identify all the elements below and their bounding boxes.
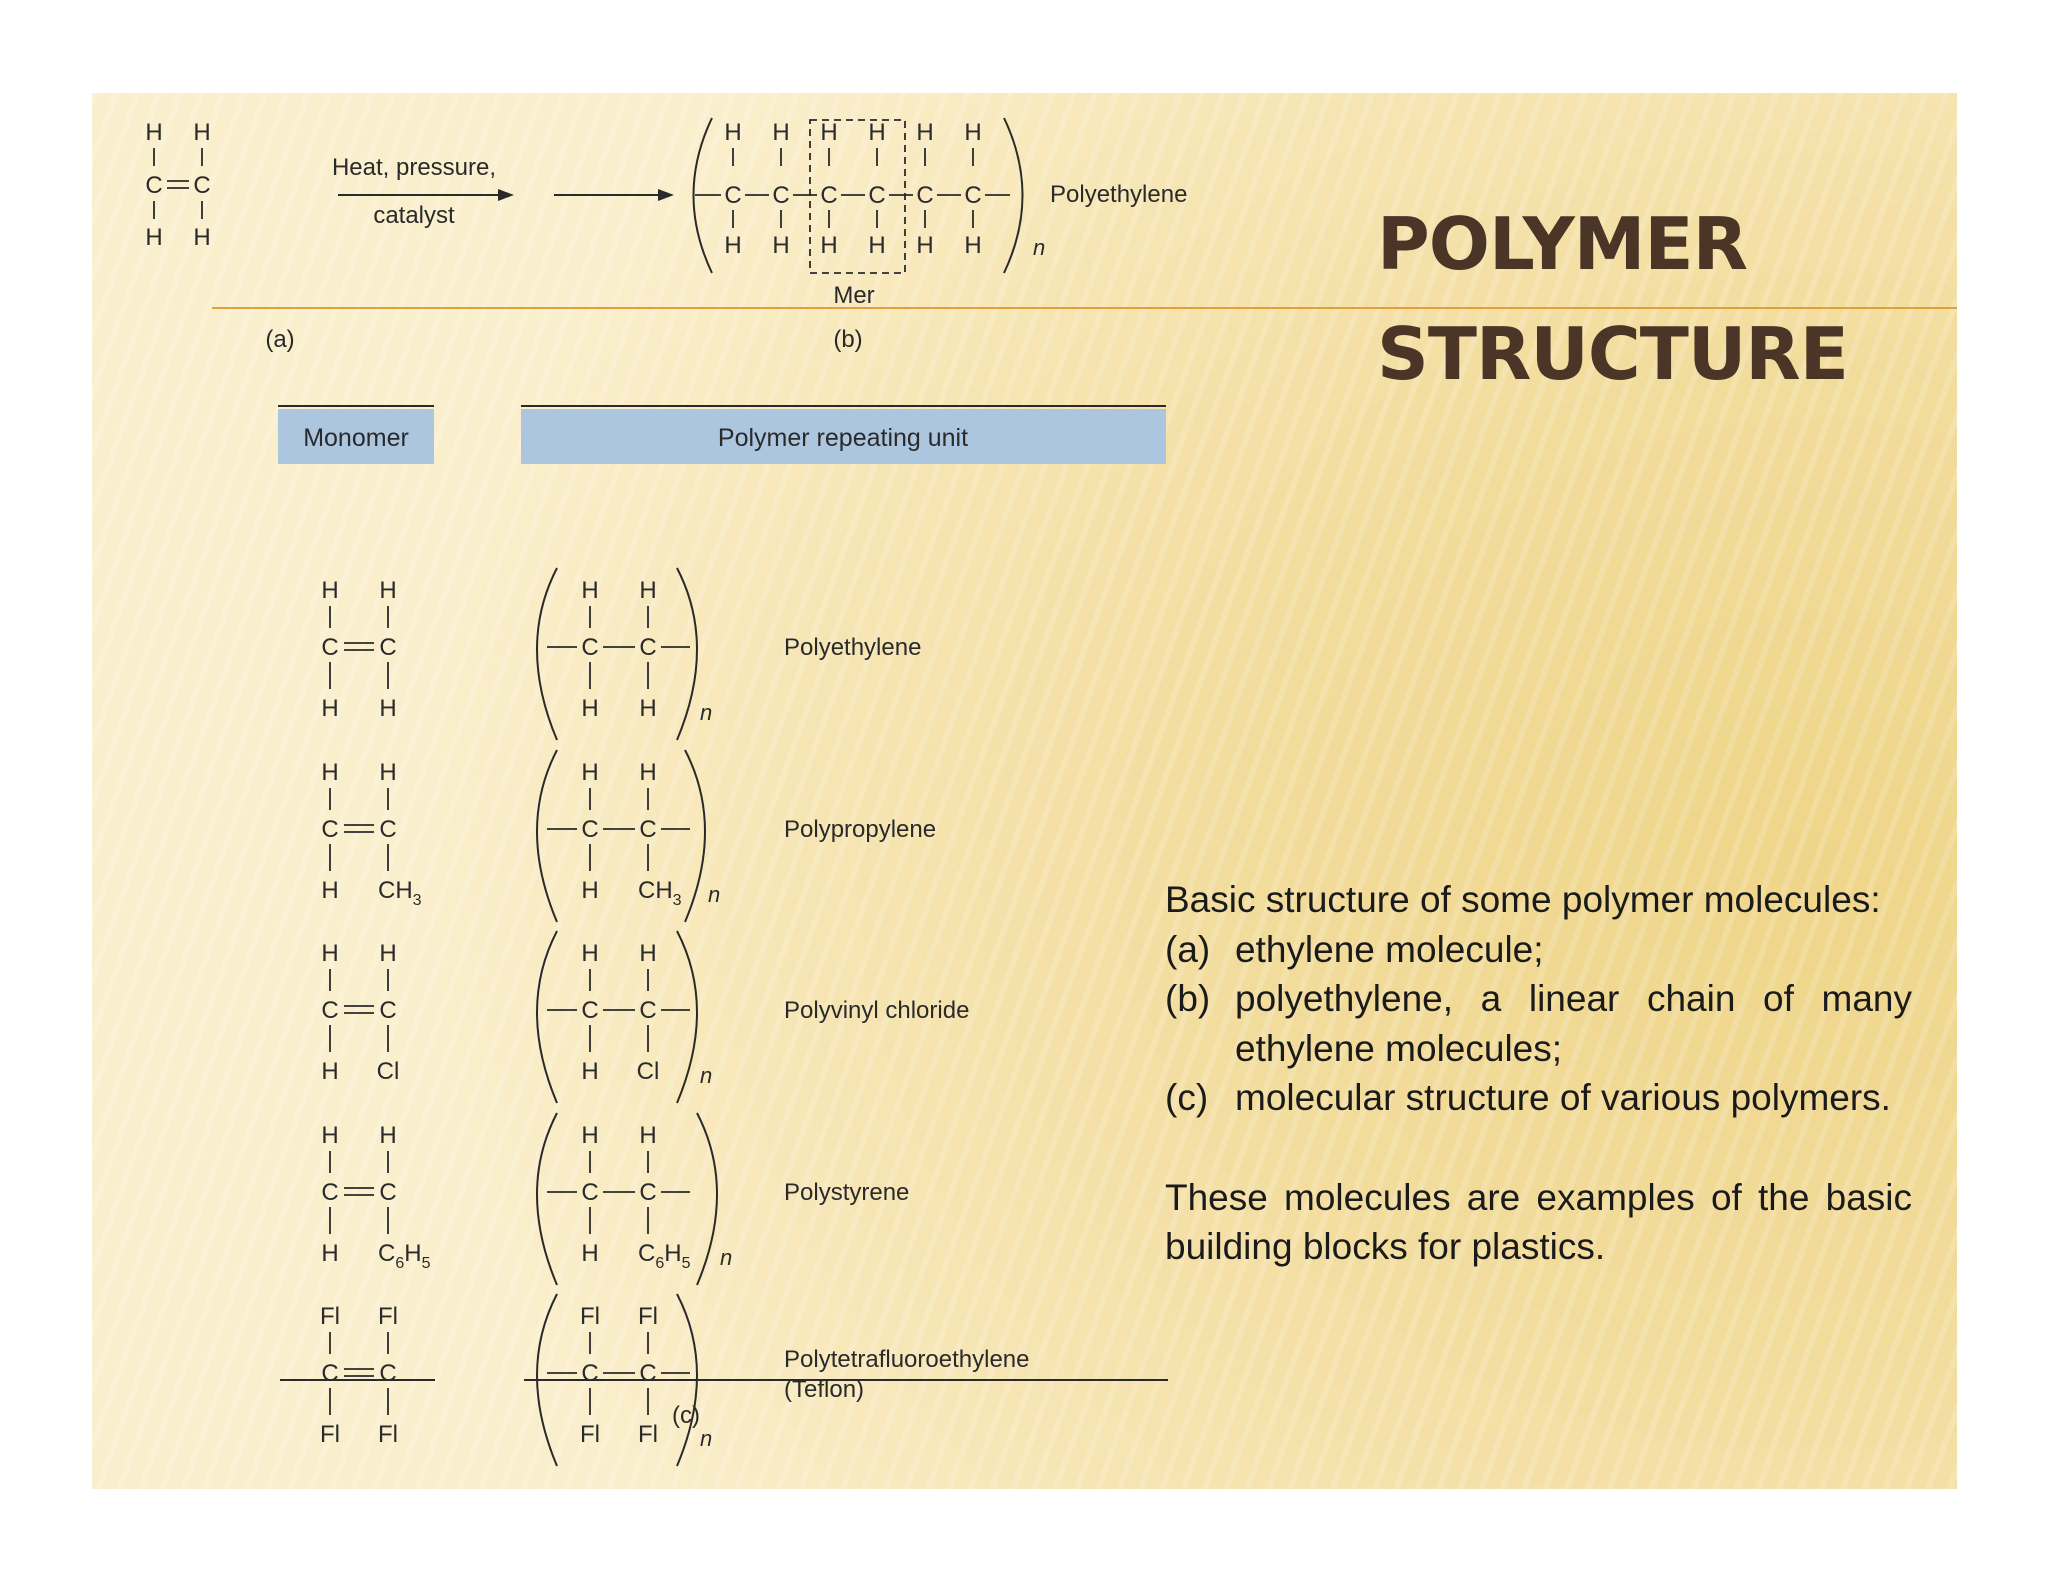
polymer-name: Polystyrene: [784, 1179, 910, 1206]
chain-atom-h: H: [820, 119, 838, 146]
monomer-bottom-right: Cl: [376, 1058, 400, 1085]
monomer-top-right: H: [379, 940, 397, 967]
panel-a-label: (a): [265, 326, 295, 353]
monomer-top-left: H: [321, 1122, 339, 1149]
monomer-carbon: C: [379, 634, 397, 661]
svg-text:C: C: [145, 172, 163, 199]
repeat-carbon: C: [639, 1360, 657, 1387]
monomer-bottom-right: $C_6H_5$: [378, 1240, 431, 1272]
polymer-name-alt: (Teflon): [784, 1376, 865, 1403]
chain-atom-h: H: [724, 119, 742, 146]
monomer-carbon: C: [321, 1360, 339, 1387]
figure-drawing: [92, 93, 1192, 1489]
caption-item-text: ethylene molecule;: [1235, 928, 1544, 970]
chain-atom-h: H: [868, 119, 886, 146]
polymer-name: Polytetrafluoroethylene: [784, 1346, 1030, 1373]
monomer-bottom-right: Fl: [378, 1421, 398, 1448]
repeat-subscript-n: n: [720, 1245, 733, 1270]
monomer-bottom-left: H: [321, 1240, 339, 1267]
chain-atom-h: H: [772, 232, 790, 259]
caption-item-c: [1165, 1073, 1912, 1123]
chain-atom-c: C: [820, 182, 838, 209]
monomer-carbon: C: [379, 1179, 397, 1206]
monomer-top-left: H: [321, 940, 339, 967]
reaction-arrowhead-1: [498, 189, 514, 201]
repeat-bottom-right: $CH_3$: [638, 877, 682, 909]
repeat-carbon: C: [639, 816, 657, 843]
repeat-top-left: H: [581, 759, 599, 786]
chain-atom-h: H: [724, 232, 742, 259]
monomer-carbon: C: [321, 634, 339, 661]
repeat-subscript-n: n: [700, 700, 713, 725]
monomer-top-left: H: [321, 759, 339, 786]
arrow-condition-bottom: catalyst: [373, 202, 455, 229]
page-title: [1377, 189, 1937, 409]
repeat-left-paren: [537, 750, 557, 922]
repeat-carbon: C: [581, 634, 599, 661]
svg-text:H: H: [145, 224, 163, 251]
chain-atom-c: C: [916, 182, 934, 209]
monomer-carbon: C: [379, 1360, 397, 1387]
monomer-top-right: H: [379, 577, 397, 604]
repeat-carbon: C: [581, 997, 599, 1024]
chain-atom-h: H: [820, 232, 838, 259]
repeat-top-right: H: [639, 1122, 657, 1149]
monomer-carbon: C: [321, 997, 339, 1024]
monomer-carbon: C: [379, 997, 397, 1024]
polymer-name: Polyethylene: [784, 634, 922, 661]
repeat-left-paren: [537, 931, 557, 1103]
polymer-name: Polyvinyl chloride: [784, 997, 970, 1024]
caption-intro: Basic structure of some polymer molecules:: [1165, 879, 1881, 920]
polymer-row: [321, 750, 936, 922]
repeat-bottom-right: Cl: [636, 1058, 660, 1085]
repeat-bottom-right: Fl: [638, 1421, 658, 1448]
caption-item-label: (a): [1165, 928, 1211, 970]
polymer-row: [321, 1113, 909, 1285]
monomer-structure: [321, 940, 399, 1085]
monomer-header-text: Monomer: [303, 424, 409, 452]
caption-item-text: molecular structure of various polymers.: [1235, 1077, 1891, 1119]
repeat-carbon: C: [639, 997, 657, 1024]
repeat-top-left: H: [581, 1122, 599, 1149]
repeat-carbon: C: [581, 1360, 599, 1387]
monomer-top-right: Fl: [378, 1303, 398, 1330]
repeat-top-left: H: [581, 940, 599, 967]
caption-spacer: [1165, 1123, 1912, 1173]
repeat-left-paren: [537, 568, 557, 740]
chain-atom-h: H: [916, 119, 934, 146]
monomer-carbon: C: [321, 816, 339, 843]
repeat-top-right: H: [639, 940, 657, 967]
monomer-structure: [321, 759, 421, 909]
repeat-right-paren: [677, 568, 697, 740]
monomer-top-right: H: [379, 1122, 397, 1149]
reaction-arrowhead-2: [658, 189, 674, 201]
repeat-bottom-left: Fl: [580, 1421, 600, 1448]
monomer-top-left: H: [321, 577, 339, 604]
svg-text:H: H: [193, 119, 211, 146]
ethylene-molecule: [145, 119, 210, 251]
monomer-structure: [321, 577, 396, 722]
chain-atom-h: H: [868, 232, 886, 259]
caption-item-b: [1165, 974, 1912, 1073]
repeat-top-right: H: [639, 577, 657, 604]
repeat-top-left: H: [581, 577, 599, 604]
repeat-carbon: C: [639, 1179, 657, 1206]
slide: [92, 93, 1957, 1489]
repeat-subscript-n: n: [700, 1063, 713, 1088]
polymer-table-rows: [320, 568, 1029, 1466]
polymer-row: [321, 568, 921, 740]
caption-text: [1165, 875, 1912, 1272]
polyethylene-chain: [695, 119, 1010, 259]
repeat-bottom-left: H: [581, 1240, 599, 1267]
repeat-right-paren: [685, 750, 705, 922]
caption-item-text: polyethylene, a linear chain of many ethylene molecules;: [1235, 978, 1912, 1069]
monomer-top-right: H: [379, 759, 397, 786]
polymer-row: [321, 931, 969, 1103]
repeat-top-left: Fl: [580, 1303, 600, 1330]
chain-atom-c: C: [868, 182, 886, 209]
chain-atom-c: C: [724, 182, 742, 209]
chain-atom-h: H: [772, 119, 790, 146]
monomer-bottom-right: $CH_3$: [378, 877, 422, 909]
repeat-carbon: C: [639, 634, 657, 661]
mer-label: Mer: [833, 282, 875, 309]
caption-item-label: (b): [1165, 978, 1211, 1020]
repeat-top-right: Fl: [638, 1303, 658, 1330]
monomer-bottom-right: H: [379, 695, 397, 722]
repeat-bottom-left: H: [581, 695, 599, 722]
chain-atom-c: C: [964, 182, 982, 209]
panel-c-label: (c): [672, 1402, 700, 1429]
caption-item-a: [1165, 925, 1912, 975]
repeat-subscript-n: n: [700, 1426, 713, 1451]
repeat-top-right: H: [639, 759, 657, 786]
monomer-bottom-left: Fl: [320, 1421, 340, 1448]
monomer-bottom-left: H: [321, 695, 339, 722]
panel-b-label: (b): [833, 326, 863, 353]
svg-text:H: H: [145, 119, 163, 146]
arrow-condition-top: Heat, pressure,: [331, 154, 497, 181]
repeat-carbon: C: [581, 816, 599, 843]
chain-atom-h: H: [964, 119, 982, 146]
svg-text:C: C: [193, 172, 211, 199]
monomer-top-left: Fl: [320, 1303, 340, 1330]
repeat-bottom-right: H: [639, 695, 657, 722]
monomer-bottom-left: H: [321, 877, 339, 904]
repeat-right-paren: [697, 1113, 717, 1285]
repeat-bottom-left: H: [581, 1058, 599, 1085]
svg-text:H: H: [193, 224, 211, 251]
polymer-structure-figure: [92, 93, 1192, 1489]
monomer-carbon: C: [321, 1179, 339, 1206]
polymer-name: Polypropylene: [784, 816, 937, 843]
repeat-subscript-n: n: [708, 882, 721, 907]
repeat-bottom-left: H: [581, 877, 599, 904]
monomer-bottom-left: H: [321, 1058, 339, 1085]
repeat-carbon: C: [581, 1179, 599, 1206]
chain-atom-h: H: [964, 232, 982, 259]
repeat-right-paren: [677, 931, 697, 1103]
caption-item-label: (c): [1165, 1077, 1209, 1119]
caption-closing: These molecules are examples of the basic building blocks for plastics.: [1165, 1176, 1912, 1268]
chain-subscript-n: n: [1033, 235, 1046, 260]
repeat-header-text: Polymer repeating unit: [717, 424, 969, 452]
monomer-structure: [321, 1122, 430, 1272]
monomer-structure: [320, 1303, 398, 1448]
polyethylene-label: Polyethylene: [1050, 181, 1188, 208]
chain-atom-c: C: [772, 182, 790, 209]
repeat-bottom-right: $C_6H_5$: [638, 1240, 691, 1272]
monomer-carbon: C: [379, 816, 397, 843]
title-line-2: STRUCTURE: [1377, 312, 1848, 396]
repeat-left-paren: [537, 1113, 557, 1285]
repeat-unit-structure: [537, 931, 712, 1103]
repeat-unit-structure: [537, 750, 720, 922]
title-line-1: POLYMER: [1377, 202, 1748, 286]
repeat-unit-structure: [537, 568, 712, 740]
repeat-unit-structure: [537, 1113, 732, 1285]
chain-atom-h: H: [916, 232, 934, 259]
